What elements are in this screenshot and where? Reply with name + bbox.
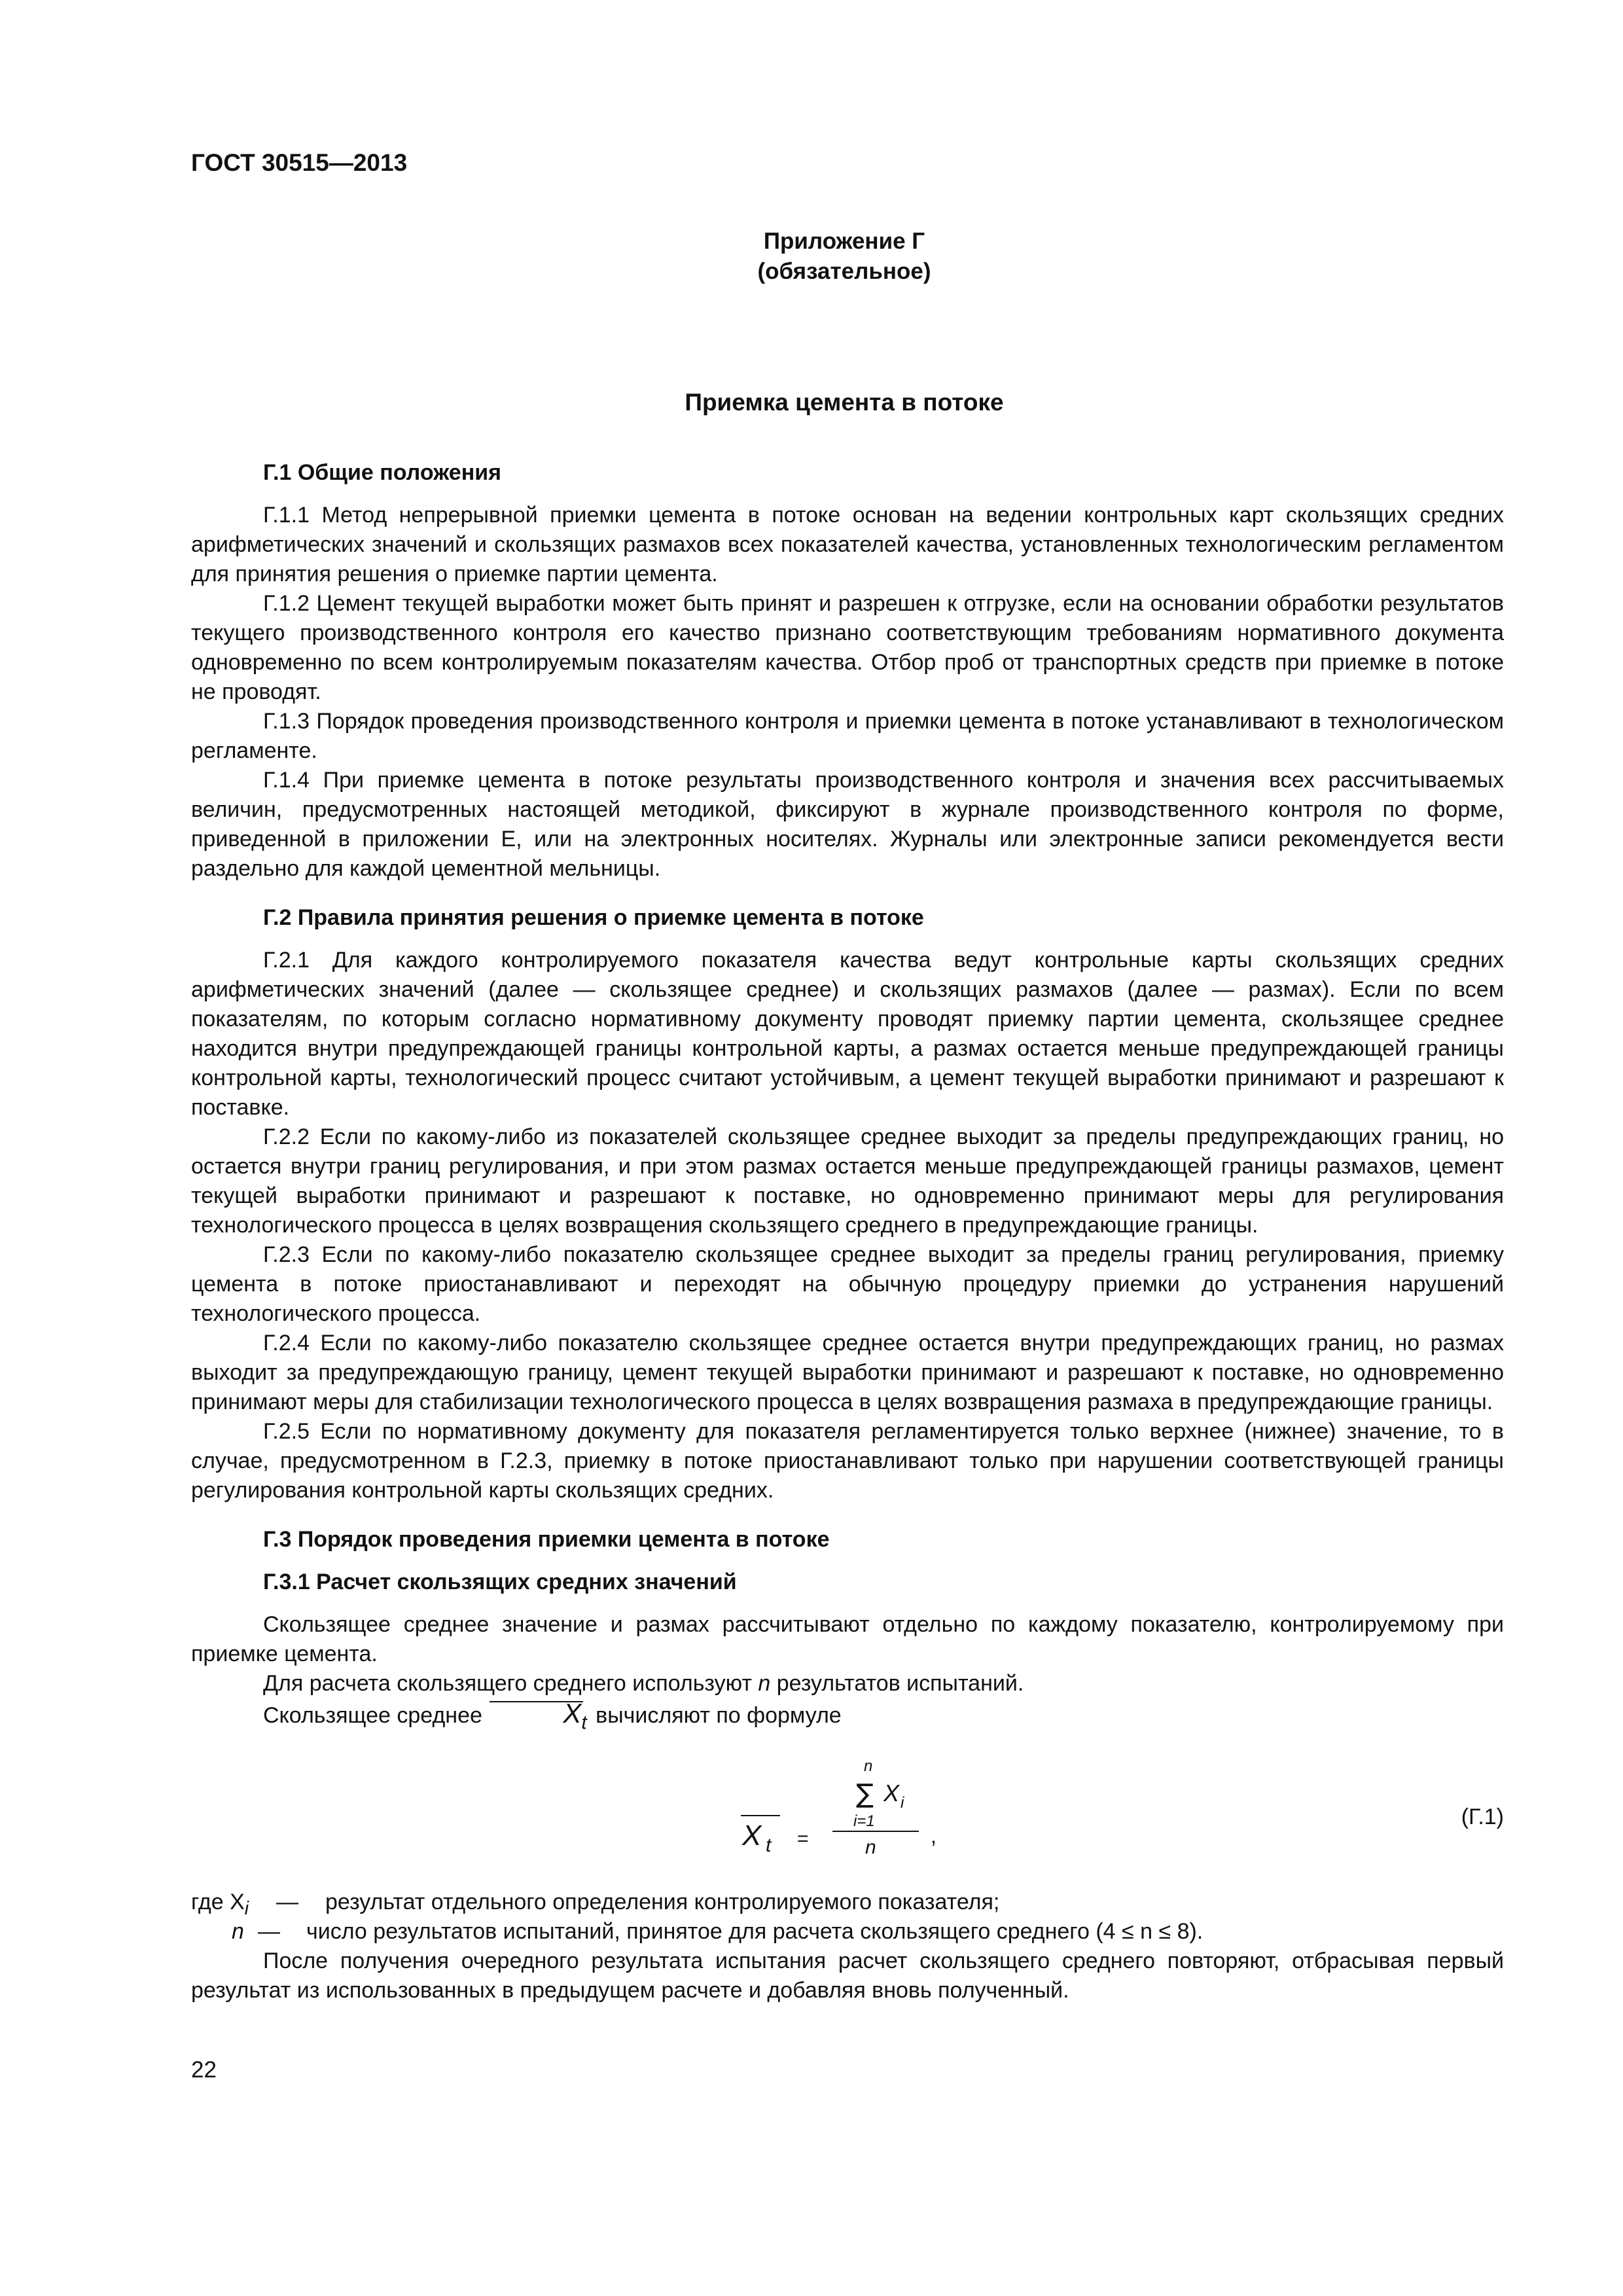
svg-text:X: X <box>742 1820 762 1852</box>
appendix-heading <box>0 226 1623 287</box>
paragraph-g2-5: Г.2.5 Если по нормативному документу для показателя регламентируется только верхнее (нижнее) значение, то в случае, предусмотренном в Г.2.3, приемку в потоке приостанавливают только при нарушении соответствующей границы регулирования контрольной карты скользящих средних. <box>191 1419 1504 1503</box>
svg-text:n: n <box>865 1837 876 1859</box>
moving-average-symbol: $X_t$ <box>488 1698 589 1737</box>
paragraph-g1-2: Г.1.2 Цемент текущей выработки может быть принят и разрешен к отгрузке, если на основании обработки результатов текущего производственного контроля его качество признано соответствующим требованиям нормативного документа одновременно по всем контролируемым показателям качества. Отбор проб от транспортных средств при приемке в потоке не проводят. <box>191 591 1504 704</box>
paragraph-g3-2: Для расчета скользящего среднего используют n результатов испытаний. <box>263 1671 1024 1696</box>
appendix-status: (обязательное) <box>757 259 931 284</box>
svg-text:,: , <box>931 1824 936 1848</box>
formula-reference: (Г.1) <box>1461 1804 1504 1830</box>
section-g1-heading: Г.1 Общие положения <box>263 460 501 485</box>
svg-text:∑: ∑ <box>856 1779 874 1810</box>
paragraph-g1-1: Г.1.1 Метод непрерывной приемки цемента в потоке основан на ведении контрольных карт скользящих средних арифметических значений и скользящих размахов всех показателей качества, установленных технологическим регламентом для принятия решения о приемке партии цемента. <box>191 503 1504 586</box>
paragraph-g3-1: Скользящее среднее значение и размах рассчитывают отдельно по каждому показателю, контролируемому при приемке цемента. <box>191 1612 1504 1666</box>
svg-text:i=1: i=1 <box>853 1812 875 1831</box>
paragraph-g2-1: Г.2.1 Для каждого контролируемого показателя качества ведут контрольные карты скользящих средних арифметических значений (далее — скользящее среднее) и скользящих размахов (далее — размах). Если по всем показателям, по которым согласно нормативному документу проводят приемку партии цемента, скользящее среднее находится внутри предупреждающей границы контрольной карты, а размах остается меньше предупреждающей границы контрольной карты, технологический процесс считают устойчивым, а цемент текущей выработки принимают и разрешают к поставке. <box>191 948 1504 1120</box>
paragraph-g2-3: Г.2.3 Если по какому-либо показателю скользящее среднее выходит за пределы границ регулирования, приемку цемента в потоке приостанавливают и переходят на обычную процедуру приемки до устранения нарушений технологического процесса. <box>191 1242 1504 1326</box>
page-number: 22 <box>191 2057 217 2083</box>
svg-text:i: i <box>901 1794 904 1812</box>
where-item-xi: где $X_i$ — результат отдельного определения контролируемого показателя; <box>191 1890 1000 1920</box>
paragraph-g3-4: После получения очередного результата испытания расчет скользящего среднего повторяют, отбрасывая первый результат из использованных в предыдущем расчете и добавляя вновь полученный. <box>191 1948 1504 2003</box>
paragraph-g2-2: Г.2.2 Если по какому-либо из показателей скользящее среднее выходит за пределы предупреждающих границ, но остается внутри границ регулирования, и при этом размах остается меньше предупреждающей границы размахов, цемент текущей выработки принимают и разрешают к поставке, но одновременно принимают меры для регулирования технологического процесса в целях возвращения скользящего среднего в предупреждающие границы. <box>191 1124 1504 1238</box>
svg-text:t: t <box>766 1835 772 1857</box>
paragraph-g3-3: Скользящее среднее $X_t$ вычисляют по формуле <box>191 1698 1504 1737</box>
document-title: Приемка цемента в потоке <box>685 389 1004 416</box>
paragraph-g1-4: Г.1.4 При приемке цемента в потоке результаты производственного контроля и значения всех рассчитываемых величин, предусмотренных настоящей методикой, фиксируют в журнале производственного контроля по форме, приведенной в приложении Е, или на электронных носителях. Журналы или электронные записи рекомендуется вести раздельно для каждой цементной мельницы. <box>191 768 1504 881</box>
appendix-label: Приложение Г <box>763 228 925 254</box>
moving-average-formula <box>734 1744 1009 1874</box>
svg-text:X: X <box>883 1780 900 1807</box>
where-item-n: n — число результатов испытаний, принятое для расчета скользящего среднего (4 ≤ n ≤ 8). <box>232 1919 1204 1945</box>
standard-code: ГОСТ 30515—2013 <box>191 149 408 176</box>
subsection-g3-1-heading: Г.3.1 Расчет скользящих средних значений <box>263 1570 737 1594</box>
svg-text:n: n <box>864 1757 873 1776</box>
formula-g1-row <box>191 1744 1504 1874</box>
svg-text:=: = <box>797 1828 809 1850</box>
paragraph-g1-3: Г.1.3 Порядок проведения производственного контроля и приемки цемента в потоке устанавливают в технологическом регламенте. <box>191 709 1504 763</box>
section-g2-heading: Г.2 Правила принятия решения о приемке цемента в потоке <box>263 905 924 930</box>
document-body <box>191 458 1504 2005</box>
paragraph-g2-4: Г.2.4 Если по какому-либо показателю скользящее среднее остается внутри предупреждающих границ, но размах выходит за предупреждающую границу, цемент текущей выработки принимают и разрешают к поставке, но одновременно принимают меры для стабилизации технологического процесса в целях возвращения размаха в предупреждающие границы. <box>191 1331 1504 1414</box>
section-g3-heading: Г.3 Порядок проведения приемки цемента в потоке <box>263 1527 830 1552</box>
